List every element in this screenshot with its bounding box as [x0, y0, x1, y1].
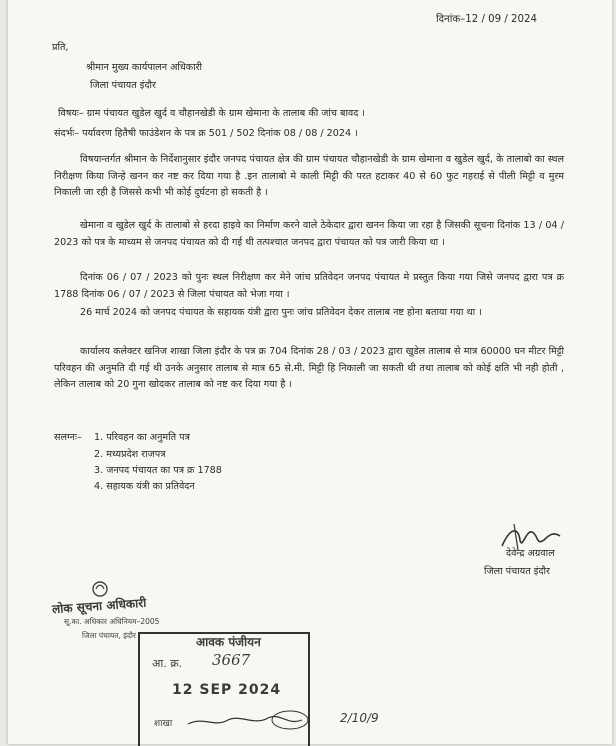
inward-branch-label: शाखा [154, 719, 173, 729]
inward-number: 3667 [212, 651, 251, 669]
letter-date: दिनांक–12 / 09 / 2024 [436, 14, 537, 25]
seal-act: सू.का. अधिकार अधिनियम–2005 [64, 617, 160, 626]
paragraph-2: खेमाना व खुडेल खुर्द के तालाबो से हरदा हाइवे का निर्माण करने वाले ठेकेदार द्वारा खनन किया जा रहा है जिसकी सूचना दिनांक 13 / 04 / 2023 को पत्र के माध्यम से जनपद पंचायत को दी गई थी तत्पश्चात जनपद द्वारा पंचायत को पत्र जारी किया था । [54, 220, 564, 248]
signatory-name: देवेन्द्र अग्रवाल [506, 548, 555, 559]
enclosure-item: 1. परिवहन का अनुमति पत्र [94, 432, 190, 443]
seal-emblem-icon [90, 580, 110, 598]
recipient-office: जिला पंचायत इंदौर [90, 80, 156, 91]
paragraph-3: दिनांक 06 / 07 / 2023 को पुनः स्थल निरीक्षण कर मेने जांच प्रतिवेदन जनपद पंचायत मे प्रस्तुत किया गया जिसे जनपद द्वारा पत्र क्र 1788 दिनांक 06 / 07 / 2023 से जिला पंचायत को भेजा गया । [54, 272, 564, 300]
subject-line: विषयः– ग्राम पंचायत खुडेल खुर्द व चौहानखेडी के ग्राम खेमाना के तालाब की जांच बावद । [58, 108, 366, 119]
inward-stamp-header: आवक पंजीयन [196, 635, 261, 649]
recipient-title: श्रीमान मुख्य कार्यपालन अधिकारी [86, 62, 203, 73]
paragraph-4: 26 मार्च 2024 को जनपद पंचायत के सहायक यंत्री द्वारा पुनः जांच प्रतिवेदन देकर तालाब नष्ट होना बताया गया था । [80, 307, 482, 318]
paragraph-1: विषयान्तर्गत श्रीमान के निर्देशानुसार इंदौर जनपद पंचायत क्षेत्र की ग्राम पंचायत चौहानखेडी के ग्राम खेमाना व खुडेल खुर्द, के तालाबो का स्थल निरीक्षण किया जिन्हे खनन कर नष्ट कर दिया गया है .इन तालाबो मे काली मिट्टी की परत हटाकर 40 से 60 फुट गहराई से पीली मिट्टी व मुरम निकाली जा रही है जिससे कभी भी कोई दुर्घटना हो सकती है । [54, 154, 564, 198]
handwritten-branch-note-scribble [184, 706, 334, 732]
letter-page [8, 0, 612, 744]
reference-line: संदर्भः– पर्यावरण हितैषी फाउंडेशन के पत्र क्र 501 / 502 दिनांक 08 / 08 / 2024 । [54, 128, 358, 139]
seal-office: जिला पंचायत, इंदौर [82, 631, 136, 640]
enclosure-item: 4. सहायक यंत्री का प्रतिवेदन [94, 481, 195, 492]
inward-number-label: आ. क्र. [152, 657, 183, 670]
inward-date: 12 SEP 2024 [172, 682, 282, 698]
enclosure-item: 3. जनपद पंचायत का पत्र क्र 1788 [94, 465, 222, 476]
enclosure-item: 2. मध्यप्रदेश राजपत्र [94, 449, 166, 460]
seal-title: लोक सूचना अधिकारी [51, 595, 147, 617]
prati-label: प्रति, [52, 42, 69, 53]
signatory-office: जिला पंचायत इंदौर [484, 566, 550, 577]
inward-branch-note: 2/10/9 [340, 711, 379, 725]
paragraph-5: कार्यालय कलेक्टर खनिज शाखा जिला इंदौर के पत्र क्र 704 दिनांक 28 / 03 / 2023 द्वारा खुडेल तालाब से मात्र 60000 घन मीटर मिट्टी परिवहन की अनुमति दी गई थी उनके अनुसार तालाब से मात्र 65 से.मी. मिट्टी हि निकाली जा सकती थी तथा तालाब को कोई क्षति भी नही होती , लेकिन तालाब को 20 गुना खोदकर तालाब को नष्ट कर दिया गया है । [54, 346, 564, 390]
enclosures-label: सलग्नः– [54, 432, 82, 443]
